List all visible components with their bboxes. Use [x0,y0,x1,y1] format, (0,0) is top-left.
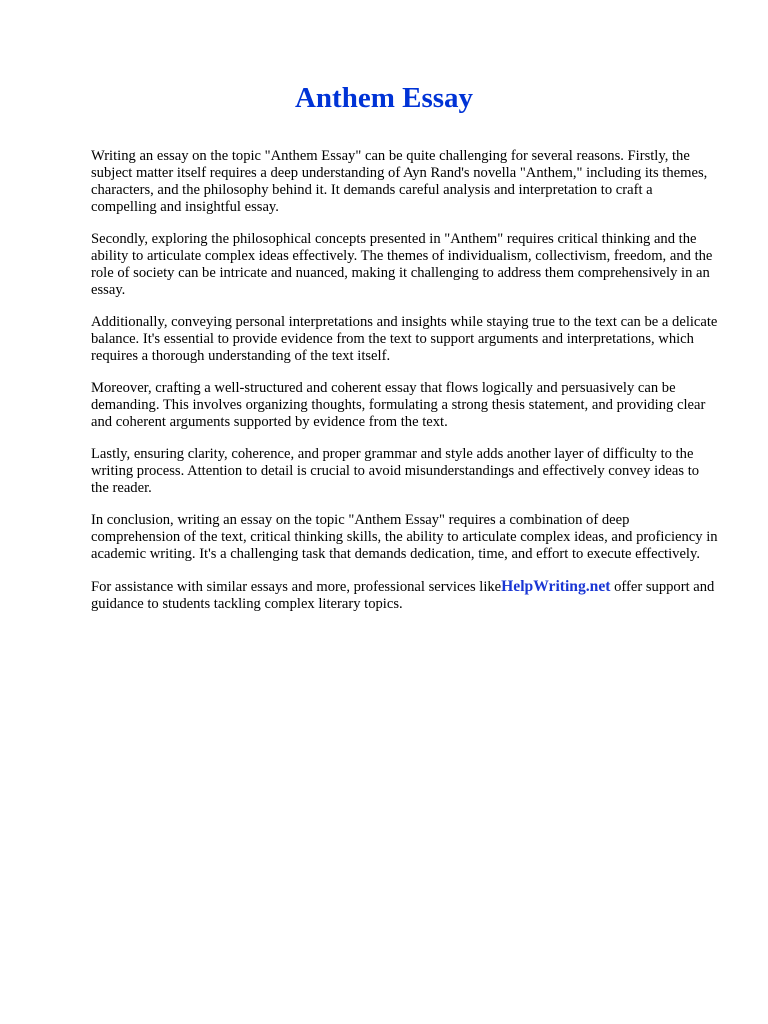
paragraph-moreover: Moreover, crafting a well-structured and coherent essay that flows logically and persuasively can be demanding. This involves organizing thoughts, formulating a strong thesis statement, and providing clear and coherent arguments supported by evidence from the text. [91,380,706,430]
closing-text-before-link: For assistance with similar essays and more, professional services like [91,579,502,595]
paragraph-secondly: Secondly, exploring the philosophical concepts presented in "Anthem" requires critical thinking and the ability to articulate complex ideas effectively. The themes of individualism, collectivism, freedom, and the role of society can be intricate and nuanced, making it challenging to address them comprehensively in an essay. [91,231,713,298]
paragraph-lastly: Lastly, ensuring clarity, coherence, and proper grammar and style adds another layer of difficulty to the writing process. Attention to detail is crucial to avoid misunderstandings and effectively convey ideas to the reader. [91,446,700,496]
paragraph-intro: Writing an essay on the topic "Anthem Essay" can be quite challenging for several reasons. Firstly, the subject matter itself requires a deep understanding of Ayn Rand's novella "Anthem," including its themes, characters, and the philosophy behind it. It demands careful analysis and interpretation to craft a compelling and insightful essay. [91,148,708,215]
helpwriting-link[interactable]: HelpWriting.net [501,578,611,595]
paragraph-conclusion: In conclusion, writing an essay on the topic "Anthem Essay" requires a combination of deep comprehension of the text, critical thinking skills, the ability to articulate complex ideas, and proficiency in academic writing. It's a challenging task that demands dedication, time, and effort to execute effectively. [91,512,718,562]
page-title: Anthem Essay [294,82,474,114]
paragraph-additionally: Additionally, conveying personal interpretations and insights while staying true to the text can be a delicate balance. It's essential to provide evidence from the text to support arguments and interpretations, which requires a thorough understanding of the text itself. [91,314,718,364]
paragraph-closing [91,578,720,613]
closing-text-after-link: offer support and guidance to students tackling complex literary topics. [91,579,715,612]
